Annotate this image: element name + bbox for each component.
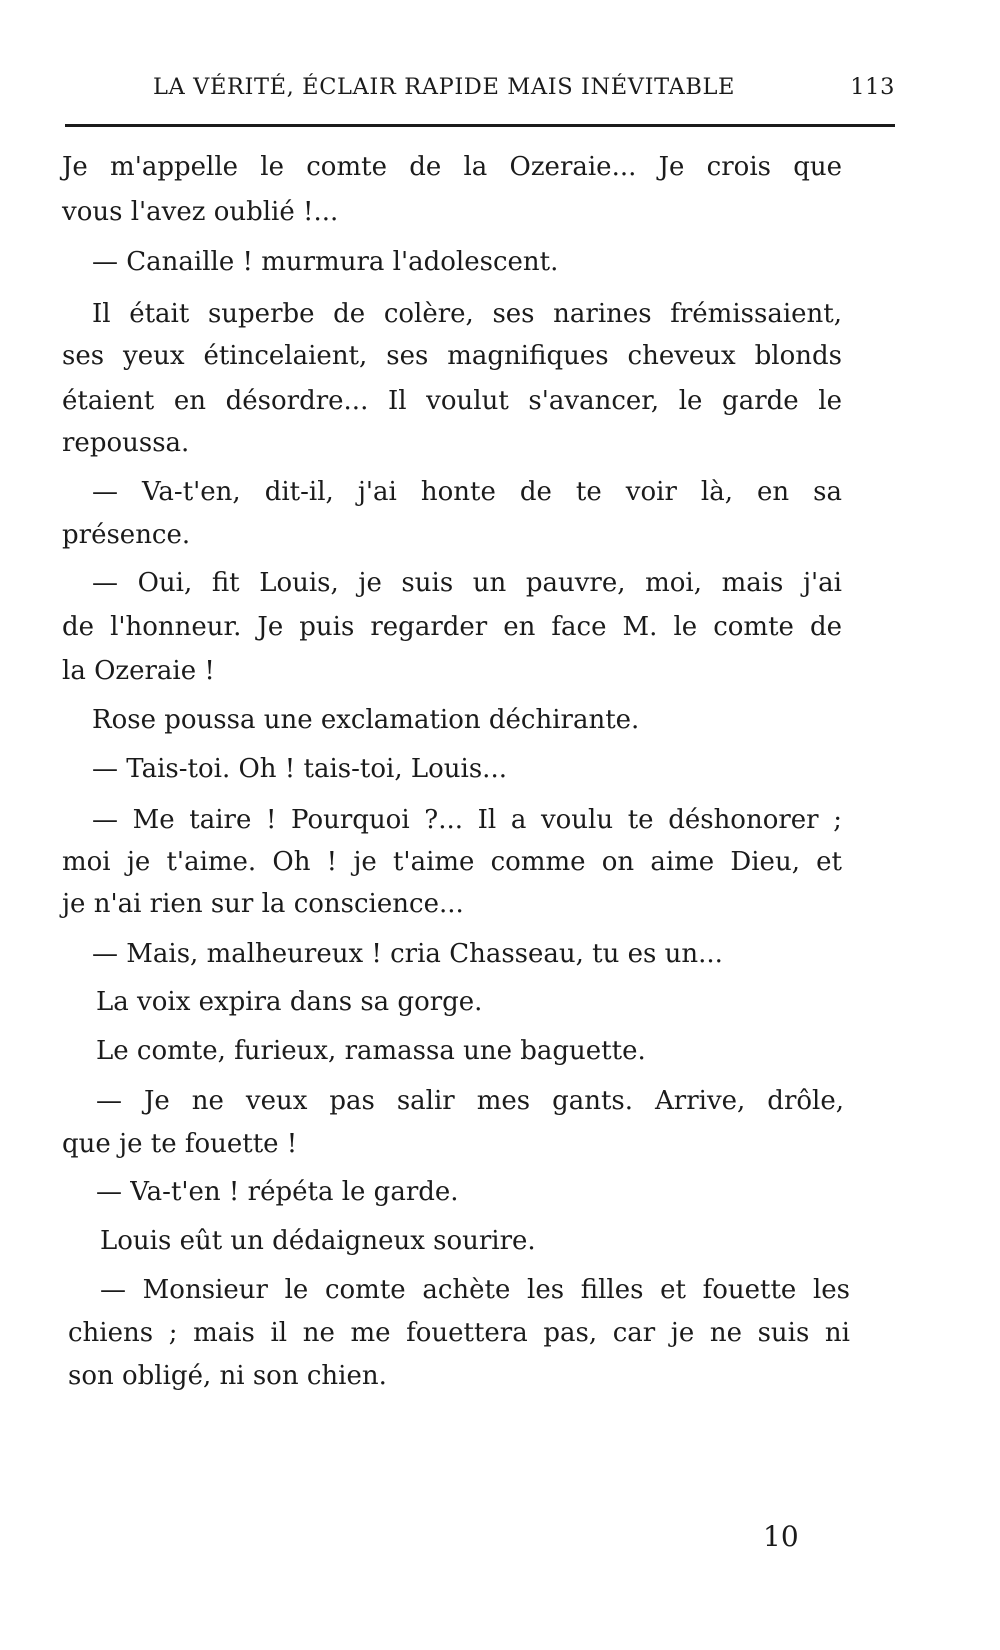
text-line: chiens ; mais il ne me fouettera pas, car je ne suis ni <box>68 1318 850 1348</box>
text-line: Il était superbe de colère, ses narines frémissaient, <box>92 299 842 329</box>
text-line: — Mais, malheureux ! cria Chasseau, tu es un... <box>92 939 723 969</box>
text-line: — Va-t'en, dit-il, j'ai honte de te voir là, en sa <box>92 477 842 507</box>
text-line: de l'honneur. Je puis regarder en face M. le comte de <box>62 612 842 642</box>
text-line: — Va-t'en ! répéta le garde. <box>96 1177 459 1207</box>
text-line: Rose poussa une exclamation déchirante. <box>92 705 640 735</box>
text-line: ses yeux étincelaient, ses magnifiques cheveux blonds <box>62 341 842 371</box>
text-line: son obligé, ni son chien. <box>68 1361 387 1391</box>
text-line: La voix expira dans sa gorge. <box>96 987 483 1017</box>
signature-mark: 10 <box>763 1520 799 1553</box>
text-line: — Oui, fit Louis, je suis un pauvre, moi, mais j'ai <box>92 568 842 598</box>
text-line: — Canaille ! murmura l'adolescent. <box>92 247 559 277</box>
text-line: vous l'avez oublié !... <box>62 197 339 227</box>
text-line: présence. <box>62 520 191 550</box>
text-line: que je te fouette ! <box>62 1129 298 1159</box>
text-line: moi je t'aime. Oh ! je t'aime comme on aime Dieu, et <box>62 847 842 877</box>
running-title: LA VÉRITÉ, ÉCLAIR RAPIDE MAIS INÉVITABLE <box>153 74 736 100</box>
text-line: Je m'appelle le comte de la Ozeraie... Je crois que <box>62 152 842 182</box>
header-rule <box>65 124 895 127</box>
text-line: Le comte, furieux, ramassa une baguette. <box>96 1036 646 1066</box>
page-number: 113 <box>850 74 895 100</box>
text-line: — Me taire ! Pourquoi ?... Il a voulu te déshonorer ; <box>92 805 842 835</box>
text-line: la Ozeraie ! <box>62 656 215 686</box>
text-line: étaient en désordre... Il voulut s'avancer, le garde le <box>62 386 842 416</box>
text-line: je n'ai rien sur la conscience... <box>62 889 464 919</box>
text-line: — Tais-toi. Oh ! tais-toi, Louis... <box>92 754 507 784</box>
text-line: repoussa. <box>62 428 190 458</box>
text-line: — Je ne veux pas salir mes gants. Arrive, drôle, <box>96 1086 844 1116</box>
text-line: Louis eût un dédaigneux sourire. <box>100 1226 536 1256</box>
text-line: — Monsieur le comte achète les filles et fouette les <box>100 1275 850 1305</box>
